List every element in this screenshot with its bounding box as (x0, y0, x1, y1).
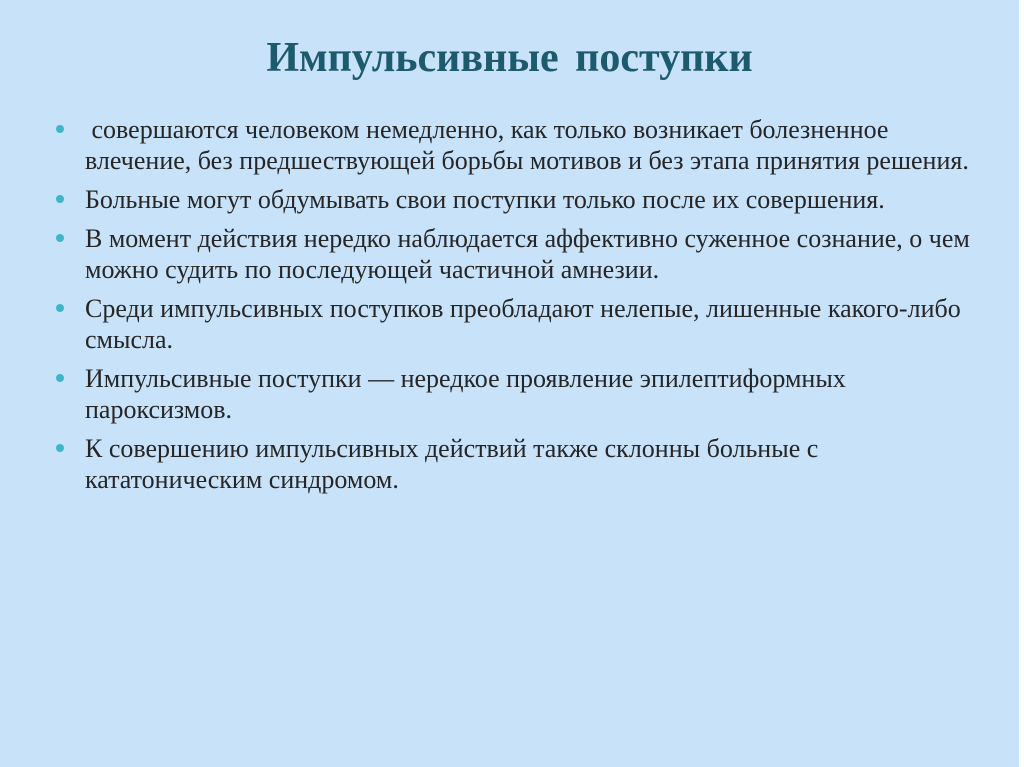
right-margin-strip (1019, 0, 1024, 767)
bullet-text: Больные могут обдумывать свои поступки только после их совершения. (85, 185, 885, 214)
bullet-item (56, 114, 976, 176)
slide-title: Импульсивные поступки (266, 35, 753, 81)
bullet-text: К совершению импульсивных действий также склонны больные с кататоническим синдромом. (85, 434, 819, 494)
bullet-item (56, 293, 976, 355)
bullet-dot-icon (56, 444, 64, 452)
bullet-dot-icon (56, 234, 64, 242)
bullet-item (56, 433, 976, 495)
bullet-text: совершаются человеком немедленно, как только возникает болезненное влечение, без предшествующей борьбы мотивов и без этапа принятия решения. (85, 115, 969, 175)
bullet-text: Среди импульсивных поступков преобладают нелепые, лишенные какого-либо смысла. (85, 294, 961, 354)
bullet-item (56, 223, 976, 285)
bullet-item (56, 184, 976, 215)
bullet-item (56, 363, 976, 425)
bullet-text: Импульсивные поступки — нередкое проявление эпилептиформных пароксизмов. (85, 364, 846, 424)
bullet-dot-icon (56, 374, 64, 382)
bullet-list (56, 114, 976, 503)
bullet-dot-icon (56, 304, 64, 312)
bullet-dot-icon (56, 195, 64, 203)
bullet-text: В момент действия нередко наблюдается аффективно суженное сознание, о чем можно судить по последующей частичной амнезии. (85, 224, 970, 284)
bullet-dot-icon (56, 125, 64, 133)
